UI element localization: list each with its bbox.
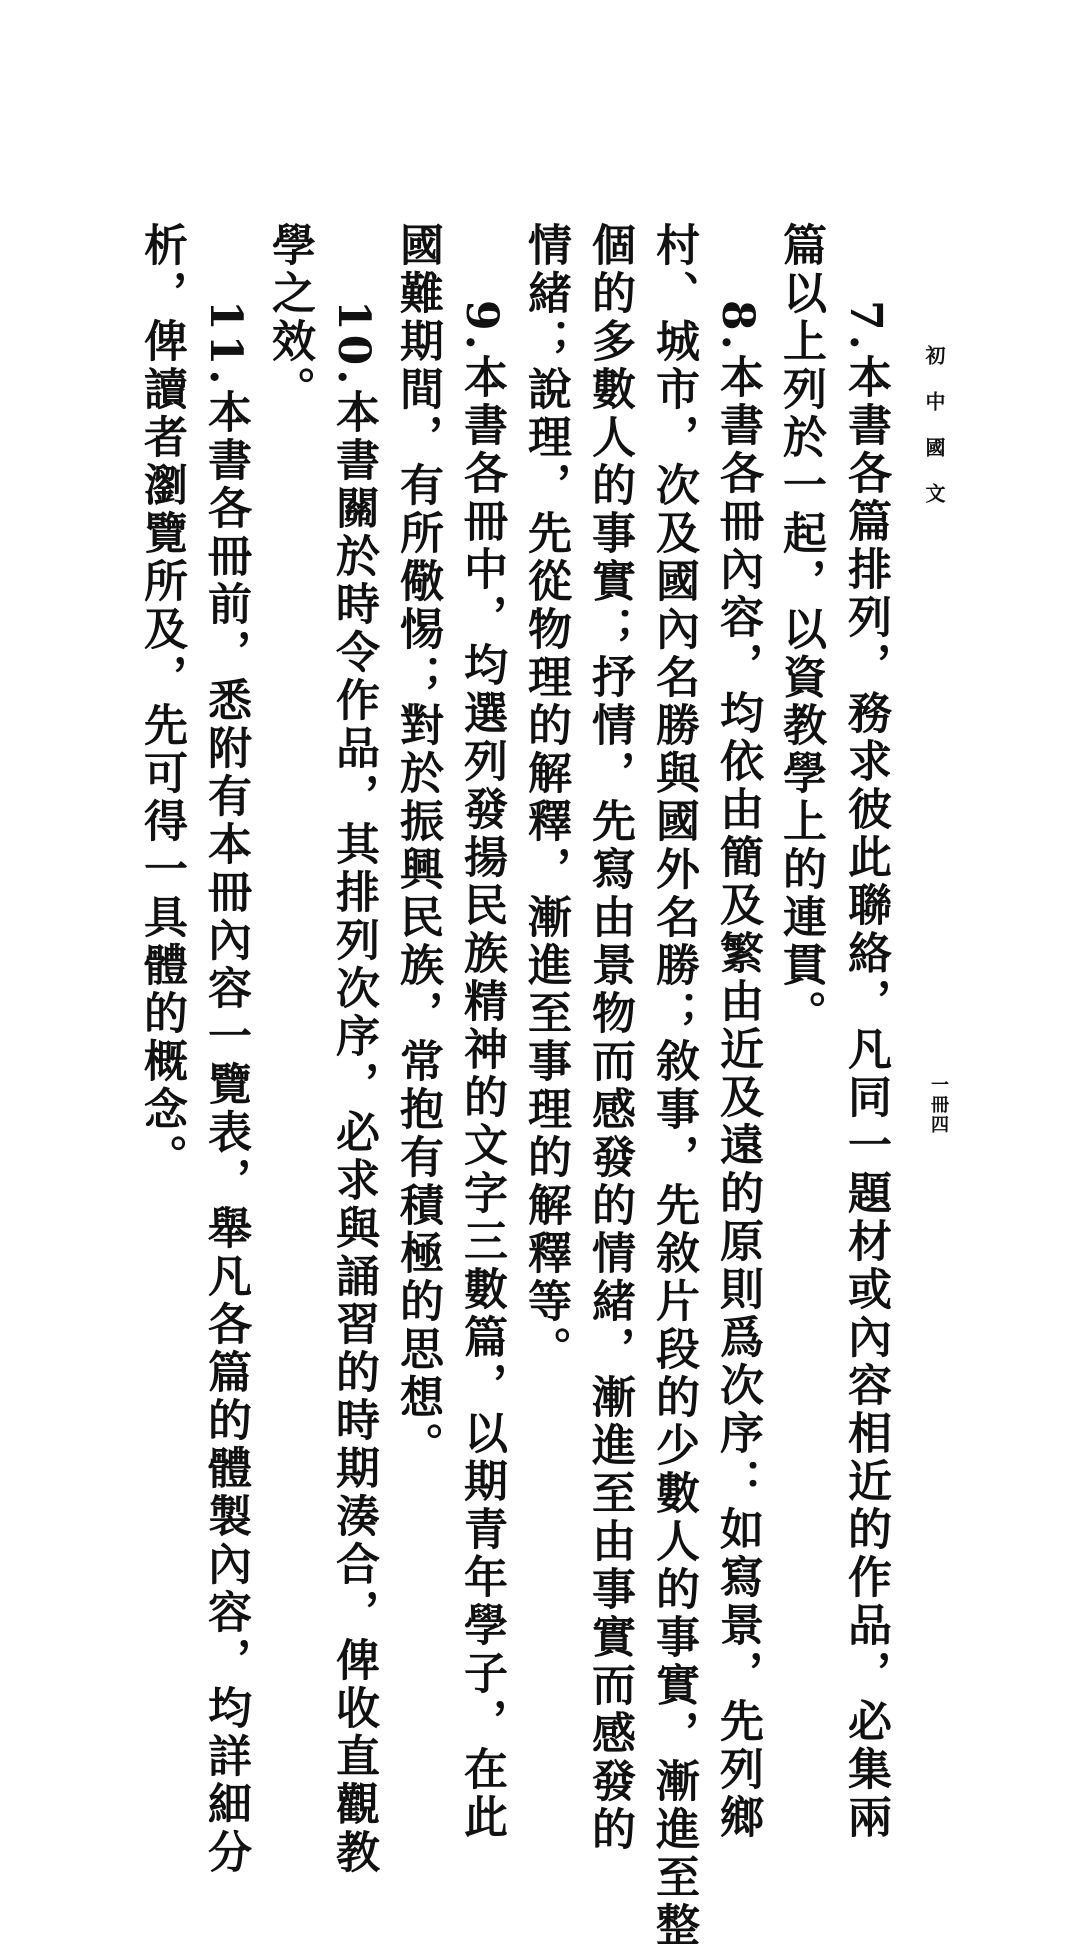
text-column-4: 村、城市，次及國內名勝與國外名勝；敘事，先敘片段的少數人的事實，漸進至整 [648, 222, 699, 1950]
text-column-3: 8.本書各冊內容，均依由簡及繁由近及遠的原則爲次序：如寫景，先列鄉 [712, 300, 763, 1842]
text-column-11: 11.本書各冊前，悉附有本冊內容一覽表，舉凡各篇的體製內容，均詳細分 [200, 300, 251, 1877]
running-header: 初中國文 [922, 345, 946, 529]
page-number: 一冊四 [928, 1075, 949, 1135]
text-column-2: 篇以上列於一起，以資教學上的連貫。 [775, 222, 826, 1038]
text-column-1: 7.本書各篇排列，務求彼此聯絡，凡同一題材或內容相近的作品，必集兩 [840, 300, 891, 1842]
text-column-6: 情緒；說理，先從物理的解釋，漸進至事理的解釋等。 [520, 222, 571, 1374]
text-column-7: 9.本書各冊中，均選列發揚民族精神的文字三數篇，以期青年學子，在此 [456, 300, 507, 1842]
text-column-5: 個的多數人的事實；抒情，先寫由景物而感發的情緒，漸進至由事實而感發的 [584, 222, 635, 1854]
text-column-9: 10.本書關於時令作品，其排列次序，必求與誦習的時期湊合，俾收直觀教 [328, 300, 379, 1877]
text-column-10: 學之效。 [264, 222, 315, 414]
text-column-12: 析，俾讀者瀏覽所及，先可得一具體的概念。 [136, 222, 187, 1182]
text-column-8: 國難期間，有所儆惕；對於振興民族，常抱有積極的思想。 [392, 222, 443, 1470]
